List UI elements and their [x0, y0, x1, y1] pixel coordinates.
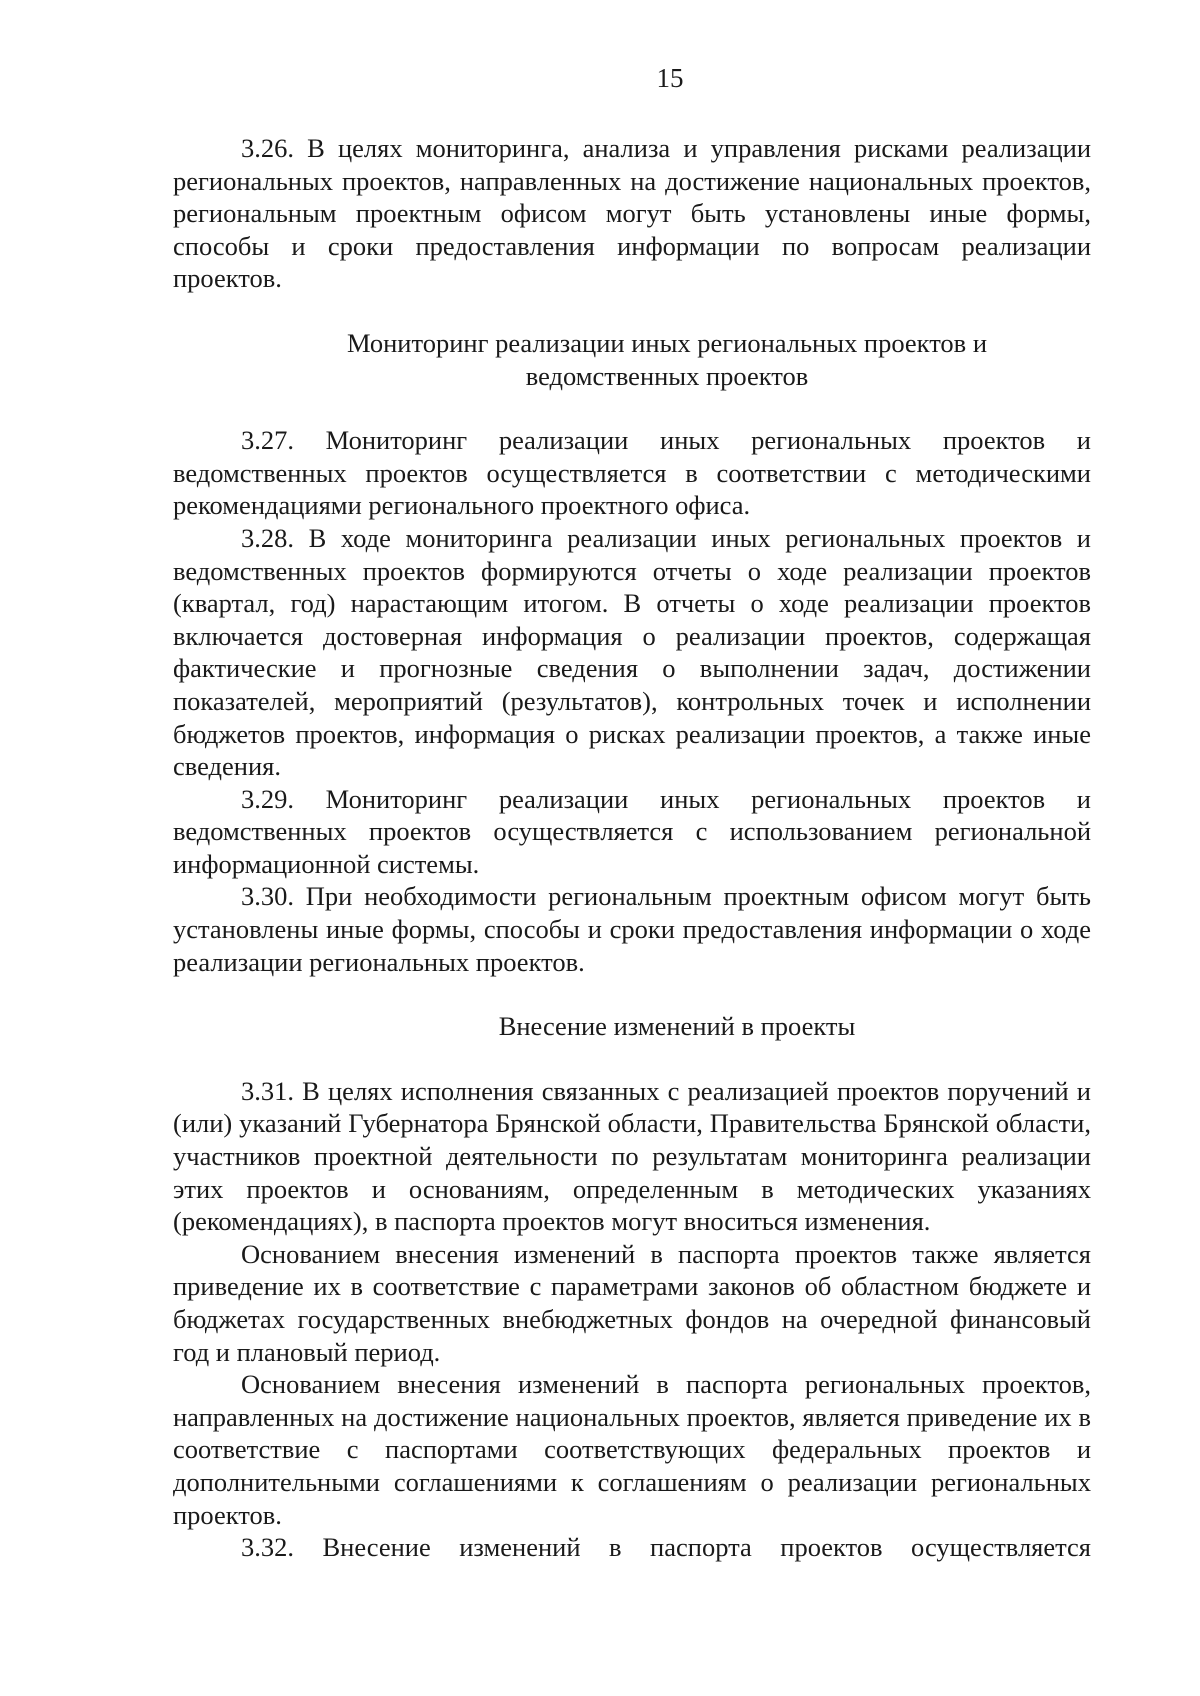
paragraph-basis-1: Основанием внесения изменений в паспорта проектов также является приведение их в соответствие с параметрами законов об областном бюджете и бюджетах государственных внебюджетных фондов на очередной финансовый год и плановый период.: [173, 1238, 1091, 1367]
paragraph-3-27: 3.27. Мониторинг реализации иных региональных проектов и ведомственных проектов осуществляется в соответствии с методическими рекомендациями регионального проектного офиса.: [173, 425, 1091, 521]
paragraph-basis-2: Основанием внесения изменений в паспорта региональных проектов, направленных на достижение национальных проектов, является приведение их в соответствие с паспортами соответствующих федеральных проектов и дополнительными соглашениями к соглашениям о реализации региональных проектов.: [173, 1369, 1091, 1530]
paragraph-3-28: 3.28. В ходе мониторинга реализации иных региональных проектов и ведомственных проектов формируются отчеты о ходе реализации проектов (квартал, год) нарастающим итогом. В отчеты о ходе реализации проектов включается достоверная информация о реализации проектов, содержащая фактические и прогнозные сведения о выполнении задач, достижении показателей, мероприятий (результатов), контрольных точек и исполнении бюджетов проектов, информация о рисках реализации проектов, а также иные сведения.: [173, 522, 1091, 782]
paragraph-3-29: 3.29. Мониторинг реализации иных региональных проектов и ведомственных проектов осуществляется с использованием региональной информационной системы.: [173, 783, 1091, 879]
section-heading-changes: Внесение изменений в проекты: [498, 1011, 856, 1042]
section-heading-monitoring: [173, 327, 1091, 392]
section-heading-monitoring-line-2: ведомственных проектов: [525, 360, 809, 391]
paragraph-3-32: 3.32. Внесение изменений в паспорта проектов осуществляется: [241, 1532, 1091, 1563]
paragraph-3-26: 3.26. В целях мониторинга, анализа и управления рисками реализации региональных проектов, направленных на достижение национальных проектов, региональным проектным офисом могут быть установлены иные формы, способы и сроки предоставления информации по вопросам реализации проектов.: [173, 133, 1091, 294]
section-heading-monitoring-line-1: Мониторинг реализации иных региональных проектов и: [346, 327, 988, 358]
page-number: 15: [656, 63, 684, 93]
paragraph-3-31: 3.31. В целях исполнения связанных с реализацией проектов поручений и (или) указаний Губернатора Брянской области, Правительства Брянской области, участников проектной деятельности по результатам мониторинга реализации этих проектов и основаниям, определенным в методических указаниях (рекомендациях), в паспорта проектов могут вноситься изменения.: [173, 1075, 1091, 1237]
paragraph-3-30: 3.30. При необходимости региональным проектным офисом могут быть установлены иные формы, способы и сроки предоставления информации о ходе реализации региональных проектов.: [173, 881, 1091, 977]
document-body: [173, 132, 1091, 1564]
